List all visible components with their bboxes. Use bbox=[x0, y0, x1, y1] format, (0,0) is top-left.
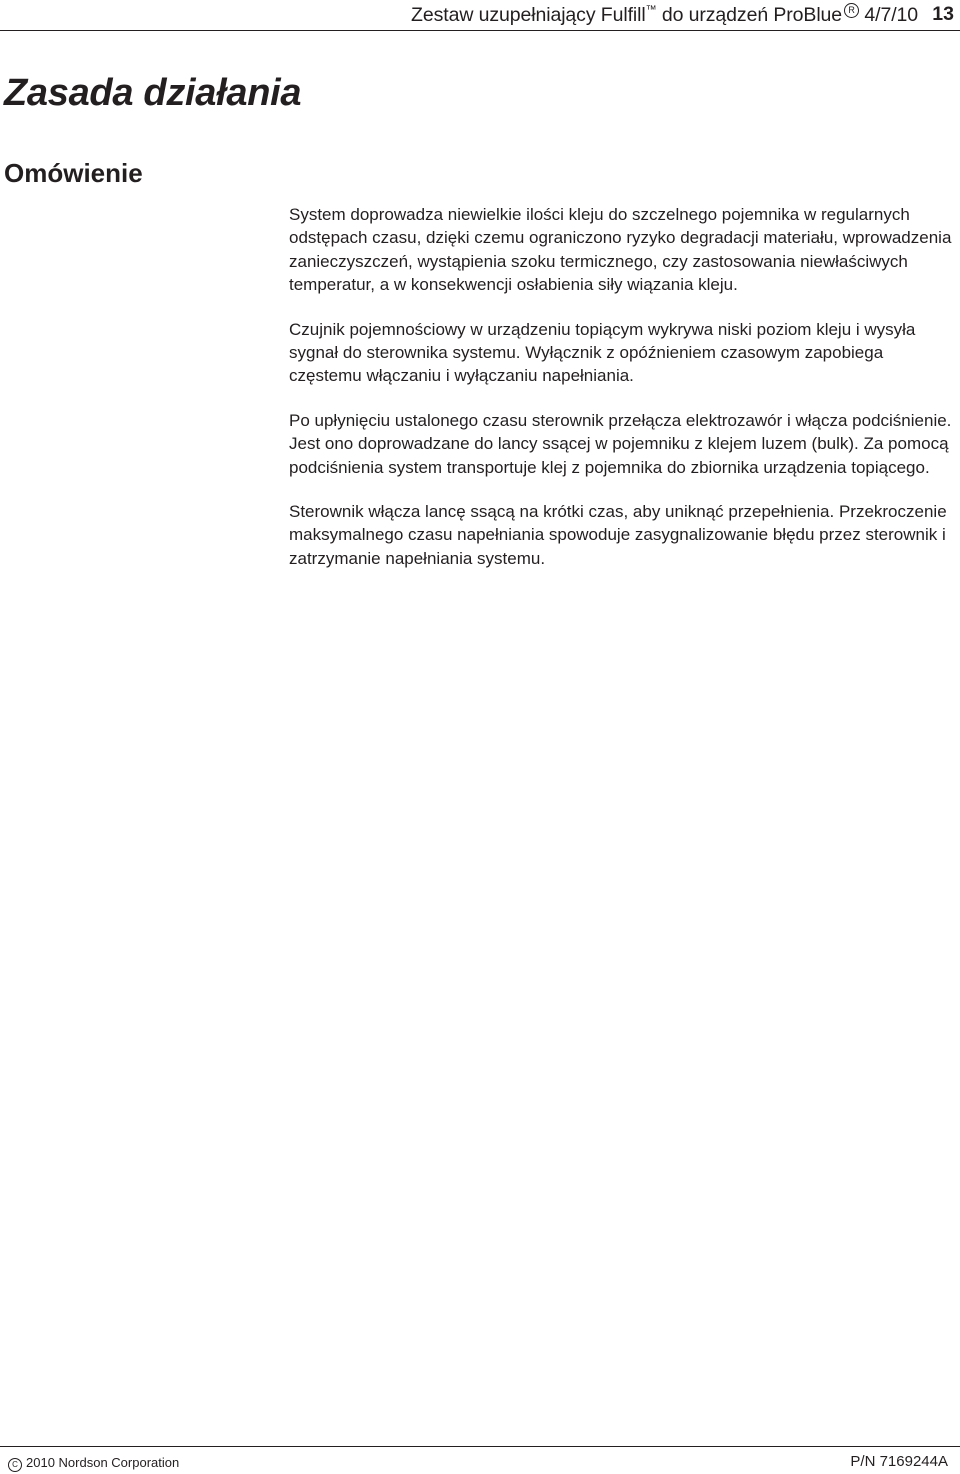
copyright-text: 2010 Nordson Corporation bbox=[26, 1455, 180, 1470]
part-number: P/N 7169244A bbox=[850, 1453, 948, 1470]
trademark-symbol: ™ bbox=[645, 4, 657, 16]
registered-mark-icon: R bbox=[844, 3, 859, 18]
section-title: Zasada działania bbox=[4, 72, 302, 114]
paragraph-4: Sterownik włącza lancę ssącą na krótki czas, aby uniknąć przepełnienia. Przekroczenie maksymalnego czasu napełniania spowoduje zasygnalizowanie błędu przez sterownik i zatrzymanie napełniania systemu. bbox=[289, 502, 947, 568]
page-header bbox=[0, 0, 960, 30]
copyright-icon: C bbox=[8, 1458, 22, 1472]
footer-copyright bbox=[8, 1455, 179, 1472]
paragraph-2: Czujnik pojemnościowy w urządzeniu topiącym wykrywa niski poziom kleju i wysyła sygnał do sterownika systemu. Wyłącznik z opóźnieniem czasowym zapobiega częstemu włączaniu i wyłączaniu napełniania. bbox=[289, 319, 916, 386]
running-title-product: Zestaw uzupełniający Fulfill bbox=[411, 4, 646, 26]
paragraph-3: Po upłynięciu ustalonego czasu sterownik przełącza elektrozawór i włącza podciśnienie. Jest ono doprowadzane do lancy ssącej w pojemniku z klejem luzem (bulk). Za pomocą podciśnienia system transportuje klej z pojemnika do zbiornika urządzenia topiącego. bbox=[289, 410, 952, 477]
subsection-title: Omówienie bbox=[4, 158, 143, 188]
body-text bbox=[289, 203, 957, 591]
running-title bbox=[411, 3, 918, 27]
header-divider bbox=[0, 30, 960, 31]
paragraph-1: System doprowadza niewielkie ilości kleju do szczelnego pojemnika w regularnych odstępach czasu, dzięki czemu ograniczono ryzyko degradacji materiału, wprowadzenia zanieczyszczeń, wystąpienia szoku termicznego, czy zastosowania niewłaściwych temperatur, a w konsekwencji osłabienia siły wiązania kleju. bbox=[289, 205, 952, 295]
running-title-device: do urządzeń ProBlue bbox=[656, 4, 843, 26]
footer-divider bbox=[0, 1446, 960, 1447]
running-title-date: 4/7/10 bbox=[859, 4, 918, 26]
page-number: 13 bbox=[932, 3, 954, 25]
